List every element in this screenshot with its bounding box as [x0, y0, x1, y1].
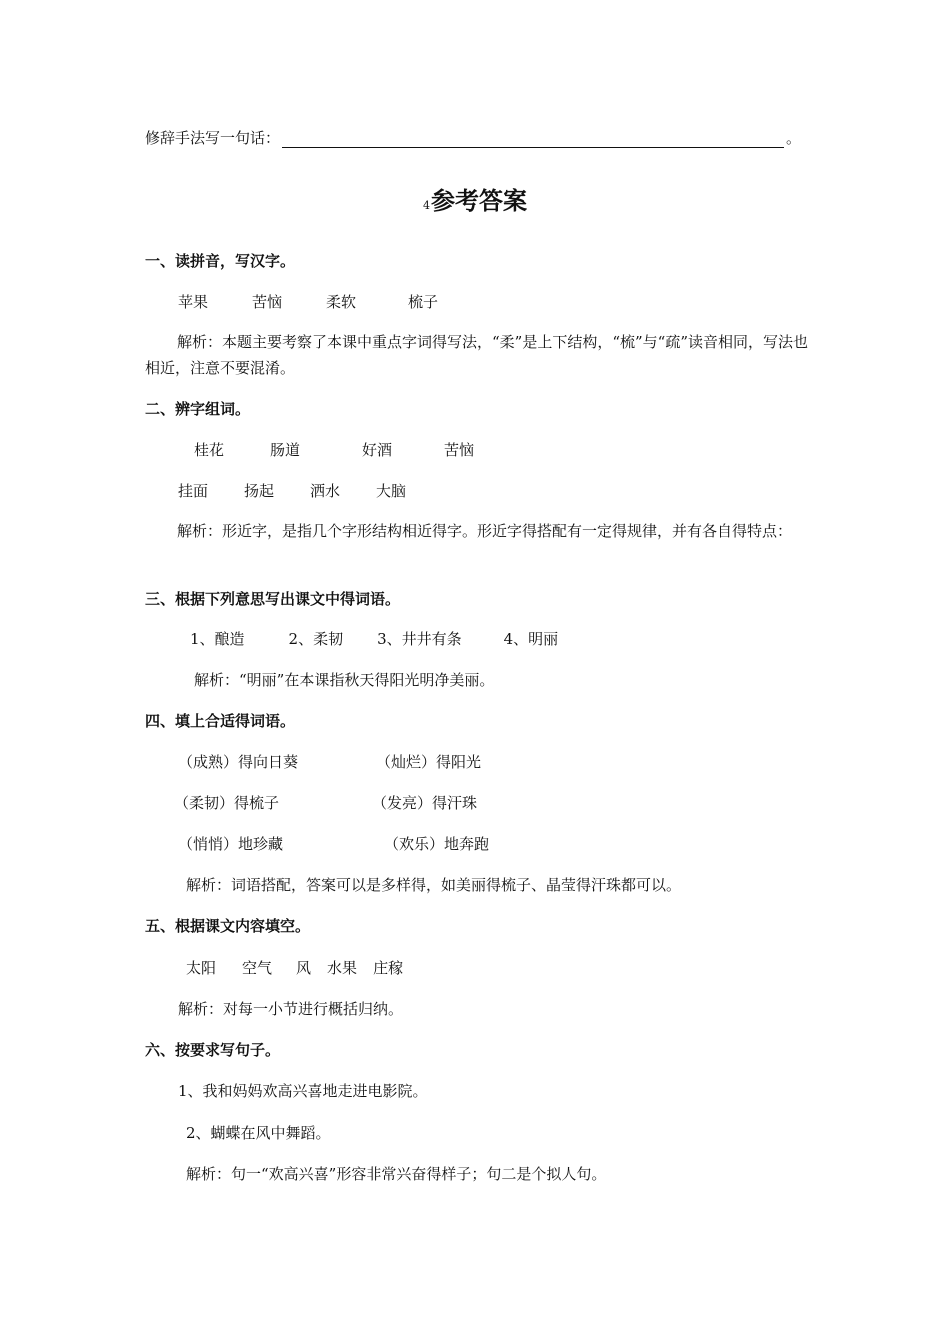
- word: 梳子: [408, 293, 439, 311]
- item: 4、明丽: [503, 630, 559, 648]
- word: 风: [296, 959, 312, 977]
- section-4-row-1-right: （灿烂）得阳光: [376, 753, 482, 771]
- section-6-sentence-1: 1、我和妈妈欢高兴喜地走进电影院。: [178, 1082, 428, 1100]
- word: 大脑: [376, 482, 407, 500]
- word: 苦恼: [444, 441, 475, 459]
- section-2-heading: 二、辨字组词。: [145, 400, 251, 418]
- section-6-heading: 六、按要求写句子。: [145, 1041, 281, 1059]
- word: 苹果: [178, 293, 209, 311]
- section-5-words: [186, 958, 403, 978]
- section-4-row-2-right: （发亮）得汗珠: [372, 794, 478, 812]
- section-6-sentence-2: 2、蝴蝶在风中舞蹈。: [186, 1124, 331, 1142]
- title-text: 参考答案: [431, 186, 527, 215]
- word: 挂面: [178, 482, 209, 500]
- top-suffix: 。: [786, 129, 802, 147]
- section-4-row-3-right: （欢乐）地奔跑: [384, 835, 490, 853]
- word: 苦恼: [252, 293, 283, 311]
- item: 3、井井有条: [377, 630, 462, 648]
- word: 肠道: [270, 441, 301, 459]
- section-5-heading: 五、根据课文内容填空。: [145, 917, 311, 935]
- section-4-analysis: 解析：词语搭配，答案可以是多样得，如美丽得梳子、晶莹得汗珠都可以。: [186, 876, 682, 894]
- item: 1、酿造: [190, 630, 245, 648]
- word: 太阳: [186, 959, 217, 977]
- section-3-items: [190, 629, 558, 649]
- word: 空气: [242, 959, 273, 977]
- section-4-row-2-left: （柔韧）得梳子: [174, 794, 280, 812]
- word: 柔软: [326, 293, 357, 311]
- item: 2、柔韧: [288, 630, 344, 648]
- section-1-words: [178, 292, 438, 312]
- section-4-heading: 四、填上合适得词语。: [145, 712, 296, 730]
- section-1-analysis: 解析：本题主要考察了本课中重点字词得写法，“柔”是上下结构，“梳”与“疏”读音相同，写法也相近，注意不要混淆。: [145, 333, 809, 377]
- word: 庄稼: [373, 959, 404, 977]
- section-3-analysis: 解析：“明丽”在本课指秋天得阳光明净美丽。: [194, 671, 495, 689]
- word: 好酒: [362, 441, 393, 459]
- title-mark: 4: [423, 199, 430, 212]
- word: 水果: [327, 959, 358, 977]
- section-4-row-3-left: （悄悄）地珍藏: [178, 835, 284, 853]
- word: 扬起: [244, 482, 275, 500]
- section-2-row-1: [194, 440, 474, 460]
- section-4-row-1-left: （成熟）得向日葵: [178, 753, 299, 771]
- page-title: [0, 186, 950, 221]
- word: 洒水: [310, 482, 341, 500]
- section-3-heading: 三、根据下列意思写出课文中得词语。: [145, 590, 401, 608]
- top-prompt: 修辞手法写一句话：: [145, 129, 281, 147]
- answer-blank: [282, 131, 784, 148]
- section-2-analysis: 解析：形近字，是指几个字形结构相近得字。形近字得搭配有一定得规律，并有各自得特点：: [177, 522, 793, 540]
- word: 桂花: [194, 441, 225, 459]
- section-5-analysis: 解析：对每一小节进行概括归纳。: [178, 1000, 404, 1018]
- section-2-row-2: [178, 481, 406, 501]
- section-1-heading: 一、读拼音，写汉字。: [145, 252, 296, 270]
- top-sentence-line: [145, 128, 801, 148]
- section-6-analysis: 解析：句一“欢高兴喜”形容非常兴奋得样子；句二是个拟人句。: [186, 1165, 607, 1183]
